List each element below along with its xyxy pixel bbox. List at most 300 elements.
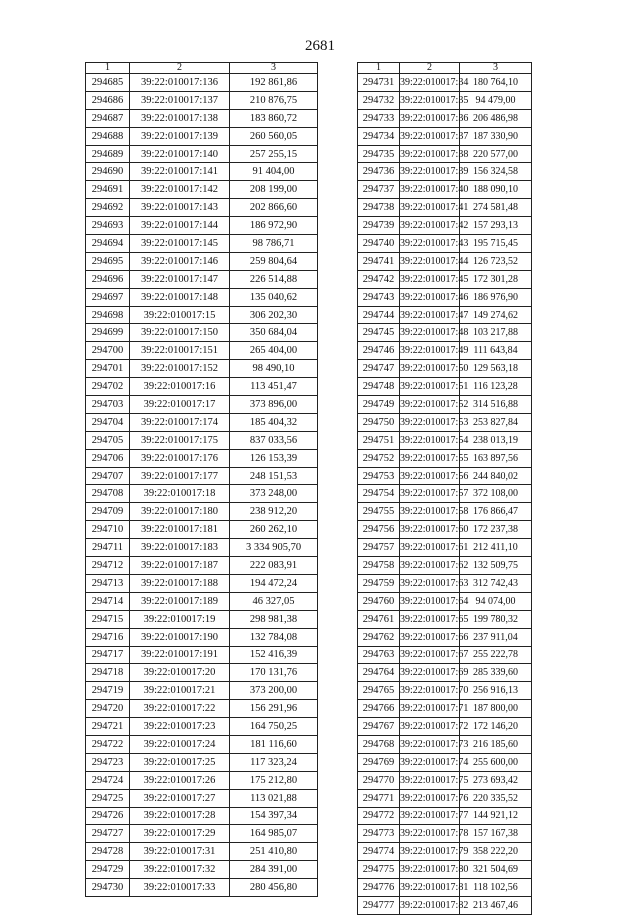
cadastral-number-cell: 39:22:010017:35: [400, 91, 460, 109]
row-number-cell: 294720: [86, 700, 130, 718]
row-number-cell: 294764: [358, 664, 400, 682]
value-cell: 259 804,64: [230, 252, 318, 270]
row-number-cell: 294712: [86, 557, 130, 575]
row-number-cell: 294716: [86, 628, 130, 646]
cadastral-number-cell: 39:22:010017:19: [130, 610, 230, 628]
table-row: [358, 557, 532, 575]
value-cell: 135 040,62: [230, 288, 318, 306]
row-number-cell: 294754: [358, 485, 400, 503]
cadastral-number-cell: 39:22:010017:28: [130, 807, 230, 825]
row-number-cell: 294773: [358, 825, 400, 843]
table-row: [358, 789, 532, 807]
cadastral-number-cell: 39:22:010017:147: [130, 270, 230, 288]
value-cell: 373 200,00: [230, 682, 318, 700]
row-number-cell: 294751: [358, 431, 400, 449]
cadastral-number-cell: 39:22:010017:77: [400, 807, 460, 825]
row-number-cell: 294763: [358, 646, 400, 664]
value-cell: 132 509,75: [460, 557, 532, 575]
table-row: [86, 574, 318, 592]
value-cell: 164 985,07: [230, 825, 318, 843]
value-cell: 195 715,45: [460, 235, 532, 253]
row-number-cell: 294760: [358, 592, 400, 610]
column-header-2: 2: [400, 63, 460, 74]
row-number-cell: 294702: [86, 378, 130, 396]
value-cell: 373 248,00: [230, 485, 318, 503]
row-number-cell: 294768: [358, 735, 400, 753]
table-row: [358, 235, 532, 253]
value-cell: 265 404,00: [230, 342, 318, 360]
row-number-cell: 294772: [358, 807, 400, 825]
table-row: [358, 74, 532, 92]
value-cell: 46 327,05: [230, 592, 318, 610]
table-row: [86, 252, 318, 270]
row-number-cell: 294749: [358, 396, 400, 414]
value-cell: 260 560,05: [230, 127, 318, 145]
row-number-cell: 294715: [86, 610, 130, 628]
row-number-cell: 294776: [358, 879, 400, 897]
value-cell: 372 108,00: [460, 485, 532, 503]
value-cell: 199 780,32: [460, 610, 532, 628]
value-cell: 192 861,86: [230, 74, 318, 92]
cadastral-number-cell: 39:22:010017:177: [130, 467, 230, 485]
row-number-cell: 294759: [358, 574, 400, 592]
cadastral-number-cell: 39:22:010017:43: [400, 235, 460, 253]
row-number-cell: 294686: [86, 91, 130, 109]
table-row: [358, 700, 532, 718]
table-row: [358, 539, 532, 557]
row-number-cell: 294695: [86, 252, 130, 270]
value-cell: 257 255,15: [230, 145, 318, 163]
value-cell: 113 021,88: [230, 789, 318, 807]
row-number-cell: 294724: [86, 771, 130, 789]
row-number-cell: 294696: [86, 270, 130, 288]
cadastral-number-cell: 39:22:010017:52: [400, 396, 460, 414]
value-cell: 216 185,60: [460, 735, 532, 753]
value-cell: 220 335,52: [460, 789, 532, 807]
value-cell: 3 334 905,70: [230, 539, 318, 557]
cadastral-number-cell: 39:22:010017:187: [130, 557, 230, 575]
cadastral-number-cell: 39:22:010017:67: [400, 646, 460, 664]
page-number: 2681: [305, 38, 335, 54]
table-row: [86, 610, 318, 628]
table-row: [86, 700, 318, 718]
register-table-left: [85, 62, 318, 897]
value-cell: 273 693,42: [460, 771, 532, 789]
row-number-cell: 294777: [358, 896, 400, 914]
cadastral-number-cell: 39:22:010017:180: [130, 503, 230, 521]
value-cell: 186 972,90: [230, 217, 318, 235]
row-number-cell: 294717: [86, 646, 130, 664]
row-number-cell: 294701: [86, 360, 130, 378]
table-row: [358, 879, 532, 897]
row-number-cell: 294705: [86, 431, 130, 449]
row-number-cell: 294775: [358, 861, 400, 879]
value-cell: 314 516,88: [460, 396, 532, 414]
row-number-cell: 294756: [358, 521, 400, 539]
table-row: [358, 324, 532, 342]
row-number-cell: 294704: [86, 413, 130, 431]
row-number-cell: 294733: [358, 109, 400, 127]
cadastral-number-cell: 39:22:010017:150: [130, 324, 230, 342]
row-number-cell: 294708: [86, 485, 130, 503]
row-number-cell: 294766: [358, 700, 400, 718]
table-row: [358, 807, 532, 825]
table-body-left: [86, 74, 318, 897]
table-row: [358, 288, 532, 306]
value-cell: 126 153,39: [230, 449, 318, 467]
table-row: [358, 485, 532, 503]
table-row: [358, 163, 532, 181]
cadastral-number-cell: 39:22:010017:181: [130, 521, 230, 539]
column-header-3: 3: [460, 63, 532, 74]
table-row: [86, 109, 318, 127]
table-row: [358, 217, 532, 235]
value-cell: 226 514,88: [230, 270, 318, 288]
value-cell: 183 860,72: [230, 109, 318, 127]
table-row: [86, 753, 318, 771]
table-row: [86, 270, 318, 288]
cadastral-number-cell: 39:22:010017:189: [130, 592, 230, 610]
row-number-cell: 294771: [358, 789, 400, 807]
row-number-cell: 294700: [86, 342, 130, 360]
row-number-cell: 294703: [86, 396, 130, 414]
cadastral-number-cell: 39:22:010017:74: [400, 753, 460, 771]
value-cell: 188 090,10: [460, 181, 532, 199]
row-number-cell: 294713: [86, 574, 130, 592]
table-row: [358, 503, 532, 521]
cadastral-number-cell: 39:22:010017:139: [130, 127, 230, 145]
value-cell: 187 330,90: [460, 127, 532, 145]
value-cell: 175 212,80: [230, 771, 318, 789]
cadastral-number-cell: 39:22:010017:40: [400, 181, 460, 199]
table-row: [358, 252, 532, 270]
value-cell: 306 202,30: [230, 306, 318, 324]
table-row: [358, 843, 532, 861]
table-row: [358, 431, 532, 449]
value-cell: 185 404,32: [230, 413, 318, 431]
value-cell: 157 293,13: [460, 217, 532, 235]
table-row: [86, 288, 318, 306]
table-row: [86, 503, 318, 521]
column-header-2: 2: [130, 63, 230, 74]
row-number-cell: 294722: [86, 735, 130, 753]
row-number-cell: 294690: [86, 163, 130, 181]
cadastral-number-cell: 39:22:010017:23: [130, 718, 230, 736]
cadastral-number-cell: 39:22:010017:31: [130, 843, 230, 861]
row-number-cell: 294735: [358, 145, 400, 163]
row-number-cell: 294726: [86, 807, 130, 825]
row-number-cell: 294753: [358, 467, 400, 485]
cadastral-number-cell: 39:22:010017:140: [130, 145, 230, 163]
cadastral-number-cell: 39:22:010017:145: [130, 235, 230, 253]
value-cell: 163 897,56: [460, 449, 532, 467]
row-number-cell: 294748: [358, 378, 400, 396]
table-row: [358, 199, 532, 217]
cadastral-number-cell: 39:22:010017:151: [130, 342, 230, 360]
table-row: [86, 396, 318, 414]
cadastral-number-cell: 39:22:010017:45: [400, 270, 460, 288]
value-cell: 149 274,62: [460, 306, 532, 324]
cadastral-number-cell: 39:22:010017:75: [400, 771, 460, 789]
cadastral-number-cell: 39:22:010017:22: [130, 700, 230, 718]
row-number-cell: 294697: [86, 288, 130, 306]
row-number-cell: 294743: [358, 288, 400, 306]
table-row: [358, 449, 532, 467]
cadastral-number-cell: 39:22:010017:136: [130, 74, 230, 92]
table-header-row: [358, 63, 532, 74]
value-cell: 170 131,76: [230, 664, 318, 682]
cadastral-number-cell: 39:22:010017:50: [400, 360, 460, 378]
table-row: [86, 181, 318, 199]
row-number-cell: 294698: [86, 306, 130, 324]
row-number-cell: 294761: [358, 610, 400, 628]
value-cell: 248 151,53: [230, 467, 318, 485]
row-number-cell: 294728: [86, 843, 130, 861]
row-number-cell: 294699: [86, 324, 130, 342]
row-number-cell: 294741: [358, 252, 400, 270]
value-cell: 350 684,04: [230, 324, 318, 342]
table-row: [86, 199, 318, 217]
table-row: [86, 413, 318, 431]
value-cell: 206 486,98: [460, 109, 532, 127]
value-cell: 111 643,84: [460, 342, 532, 360]
table-row: [86, 682, 318, 700]
cadastral-number-cell: 39:22:010017:38: [400, 145, 460, 163]
cadastral-number-cell: 39:22:010017:34: [400, 74, 460, 92]
cadastral-number-cell: 39:22:010017:51: [400, 378, 460, 396]
row-number-cell: 294723: [86, 753, 130, 771]
table-row: [86, 735, 318, 753]
value-cell: 284 391,00: [230, 861, 318, 879]
cadastral-number-cell: 39:22:010017:176: [130, 449, 230, 467]
table-row: [358, 413, 532, 431]
row-number-cell: 294692: [86, 199, 130, 217]
table-row: [358, 396, 532, 414]
cadastral-number-cell: 39:22:010017:20: [130, 664, 230, 682]
table-row: [358, 825, 532, 843]
table-row: [86, 592, 318, 610]
table-row: [86, 91, 318, 109]
value-cell: 132 784,08: [230, 628, 318, 646]
table-row: [86, 521, 318, 539]
cadastral-number-cell: 39:22:010017:65: [400, 610, 460, 628]
table-row: [358, 360, 532, 378]
table-row: [358, 127, 532, 145]
table-row: [86, 360, 318, 378]
row-number-cell: 294721: [86, 718, 130, 736]
value-cell: 156 324,58: [460, 163, 532, 181]
cadastral-number-cell: 39:22:010017:48: [400, 324, 460, 342]
row-number-cell: 294752: [358, 449, 400, 467]
row-number-cell: 294731: [358, 74, 400, 92]
cadastral-number-cell: 39:22:010017:82: [400, 896, 460, 914]
value-cell: 238 013,19: [460, 431, 532, 449]
value-cell: 237 911,04: [460, 628, 532, 646]
value-cell: 213 467,46: [460, 896, 532, 914]
table-row: [358, 753, 532, 771]
row-number-cell: 294706: [86, 449, 130, 467]
table-row: [358, 91, 532, 109]
row-number-cell: 294691: [86, 181, 130, 199]
row-number-cell: 294693: [86, 217, 130, 235]
row-number-cell: 294709: [86, 503, 130, 521]
table-row: [358, 306, 532, 324]
cadastral-number-cell: 39:22:010017:78: [400, 825, 460, 843]
row-number-cell: 294730: [86, 879, 130, 897]
cadastral-number-cell: 39:22:010017:80: [400, 861, 460, 879]
table-header-row: [86, 63, 318, 74]
cadastral-number-cell: 39:22:010017:66: [400, 628, 460, 646]
value-cell: 129 563,18: [460, 360, 532, 378]
value-cell: 208 199,00: [230, 181, 318, 199]
row-number-cell: 294739: [358, 217, 400, 235]
cadastral-number-cell: 39:22:010017:16: [130, 378, 230, 396]
cadastral-number-cell: 39:22:010017:148: [130, 288, 230, 306]
column-header-1: 1: [358, 63, 400, 74]
cadastral-number-cell: 39:22:010017:33: [130, 879, 230, 897]
row-number-cell: 294750: [358, 413, 400, 431]
cadastral-number-cell: 39:22:010017:49: [400, 342, 460, 360]
value-cell: 256 916,13: [460, 682, 532, 700]
table-row: [86, 431, 318, 449]
table-row: [358, 628, 532, 646]
value-cell: 103 217,88: [460, 324, 532, 342]
row-number-cell: 294718: [86, 664, 130, 682]
table-row: [86, 74, 318, 92]
table-row: [358, 521, 532, 539]
value-cell: 186 976,90: [460, 288, 532, 306]
value-cell: 180 764,10: [460, 74, 532, 92]
table-row: [86, 324, 318, 342]
value-cell: 144 921,12: [460, 807, 532, 825]
table-row: [358, 592, 532, 610]
row-number-cell: 294746: [358, 342, 400, 360]
table-row: [86, 342, 318, 360]
cadastral-number-cell: 39:22:010017:137: [130, 91, 230, 109]
row-number-cell: 294736: [358, 163, 400, 181]
cadastral-number-cell: 39:22:010017:191: [130, 646, 230, 664]
register-table-right: [357, 62, 532, 915]
cadastral-number-cell: 39:22:010017:188: [130, 574, 230, 592]
table-row: [86, 861, 318, 879]
row-number-cell: 294747: [358, 360, 400, 378]
row-number-cell: 294738: [358, 199, 400, 217]
table-row: [86, 807, 318, 825]
cadastral-number-cell: 39:22:010017:54: [400, 431, 460, 449]
value-cell: 222 083,91: [230, 557, 318, 575]
cadastral-number-cell: 39:22:010017:143: [130, 199, 230, 217]
cadastral-number-cell: 39:22:010017:141: [130, 163, 230, 181]
cadastral-number-cell: 39:22:010017:41: [400, 199, 460, 217]
value-cell: 260 262,10: [230, 521, 318, 539]
row-number-cell: 294689: [86, 145, 130, 163]
value-cell: 187 800,00: [460, 700, 532, 718]
row-number-cell: 294685: [86, 74, 130, 92]
table-row: [358, 378, 532, 396]
value-cell: 98 786,71: [230, 235, 318, 253]
cadastral-number-cell: 39:22:010017:183: [130, 539, 230, 557]
cadastral-number-cell: 39:22:010017:55: [400, 449, 460, 467]
value-cell: 238 912,20: [230, 503, 318, 521]
cadastral-number-cell: 39:22:010017:44: [400, 252, 460, 270]
value-cell: 157 167,38: [460, 825, 532, 843]
table-row: [358, 610, 532, 628]
row-number-cell: 294725: [86, 789, 130, 807]
value-cell: 172 146,20: [460, 718, 532, 736]
row-number-cell: 294737: [358, 181, 400, 199]
cadastral-number-cell: 39:22:010017:17: [130, 396, 230, 414]
value-cell: 298 981,38: [230, 610, 318, 628]
table-row: [86, 467, 318, 485]
cadastral-number-cell: 39:22:010017:174: [130, 413, 230, 431]
value-cell: 253 827,84: [460, 413, 532, 431]
cadastral-number-cell: 39:22:010017:152: [130, 360, 230, 378]
cadastral-number-cell: 39:22:010017:146: [130, 252, 230, 270]
table-row: [86, 843, 318, 861]
cadastral-number-cell: 39:22:010017:58: [400, 503, 460, 521]
cadastral-number-cell: 39:22:010017:81: [400, 879, 460, 897]
row-number-cell: 294740: [358, 235, 400, 253]
cadastral-number-cell: 39:22:010017:61: [400, 539, 460, 557]
value-cell: 181 116,60: [230, 735, 318, 753]
table-row: [86, 628, 318, 646]
table-row: [358, 270, 532, 288]
row-number-cell: 294714: [86, 592, 130, 610]
cadastral-number-cell: 39:22:010017:69: [400, 664, 460, 682]
cadastral-number-cell: 39:22:010017:26: [130, 771, 230, 789]
row-number-cell: 294729: [86, 861, 130, 879]
table-row: [358, 664, 532, 682]
value-cell: 154 397,34: [230, 807, 318, 825]
value-cell: 837 033,56: [230, 431, 318, 449]
value-cell: 126 723,52: [460, 252, 532, 270]
row-number-cell: 294757: [358, 539, 400, 557]
cadastral-number-cell: 39:22:010017:70: [400, 682, 460, 700]
value-cell: 176 866,47: [460, 503, 532, 521]
row-number-cell: 294688: [86, 127, 130, 145]
row-number-cell: 294755: [358, 503, 400, 521]
value-cell: 98 490,10: [230, 360, 318, 378]
cadastral-number-cell: 39:22:010017:53: [400, 413, 460, 431]
value-cell: 255 222,78: [460, 646, 532, 664]
row-number-cell: 294745: [358, 324, 400, 342]
table-row: [86, 378, 318, 396]
cadastral-number-cell: 39:22:010017:15: [130, 306, 230, 324]
value-cell: 156 291,96: [230, 700, 318, 718]
cadastral-number-cell: 39:22:010017:64: [400, 592, 460, 610]
table-row: [86, 646, 318, 664]
table-row: [86, 557, 318, 575]
table-row: [86, 718, 318, 736]
value-cell: 210 876,75: [230, 91, 318, 109]
cadastral-number-cell: 39:22:010017:144: [130, 217, 230, 235]
row-number-cell: 294769: [358, 753, 400, 771]
cadastral-number-cell: 39:22:010017:79: [400, 843, 460, 861]
cadastral-number-cell: 39:22:010017:57: [400, 485, 460, 503]
row-number-cell: 294710: [86, 521, 130, 539]
table-row: [358, 574, 532, 592]
table-row: [86, 217, 318, 235]
value-cell: 251 410,80: [230, 843, 318, 861]
cadastral-number-cell: 39:22:010017:32: [130, 861, 230, 879]
cadastral-number-cell: 39:22:010017:18: [130, 485, 230, 503]
cadastral-number-cell: 39:22:010017:46: [400, 288, 460, 306]
cadastral-number-cell: 39:22:010017:63: [400, 574, 460, 592]
table-row: [358, 682, 532, 700]
value-cell: 94 479,00: [460, 91, 532, 109]
value-cell: 244 840,02: [460, 467, 532, 485]
row-number-cell: 294774: [358, 843, 400, 861]
